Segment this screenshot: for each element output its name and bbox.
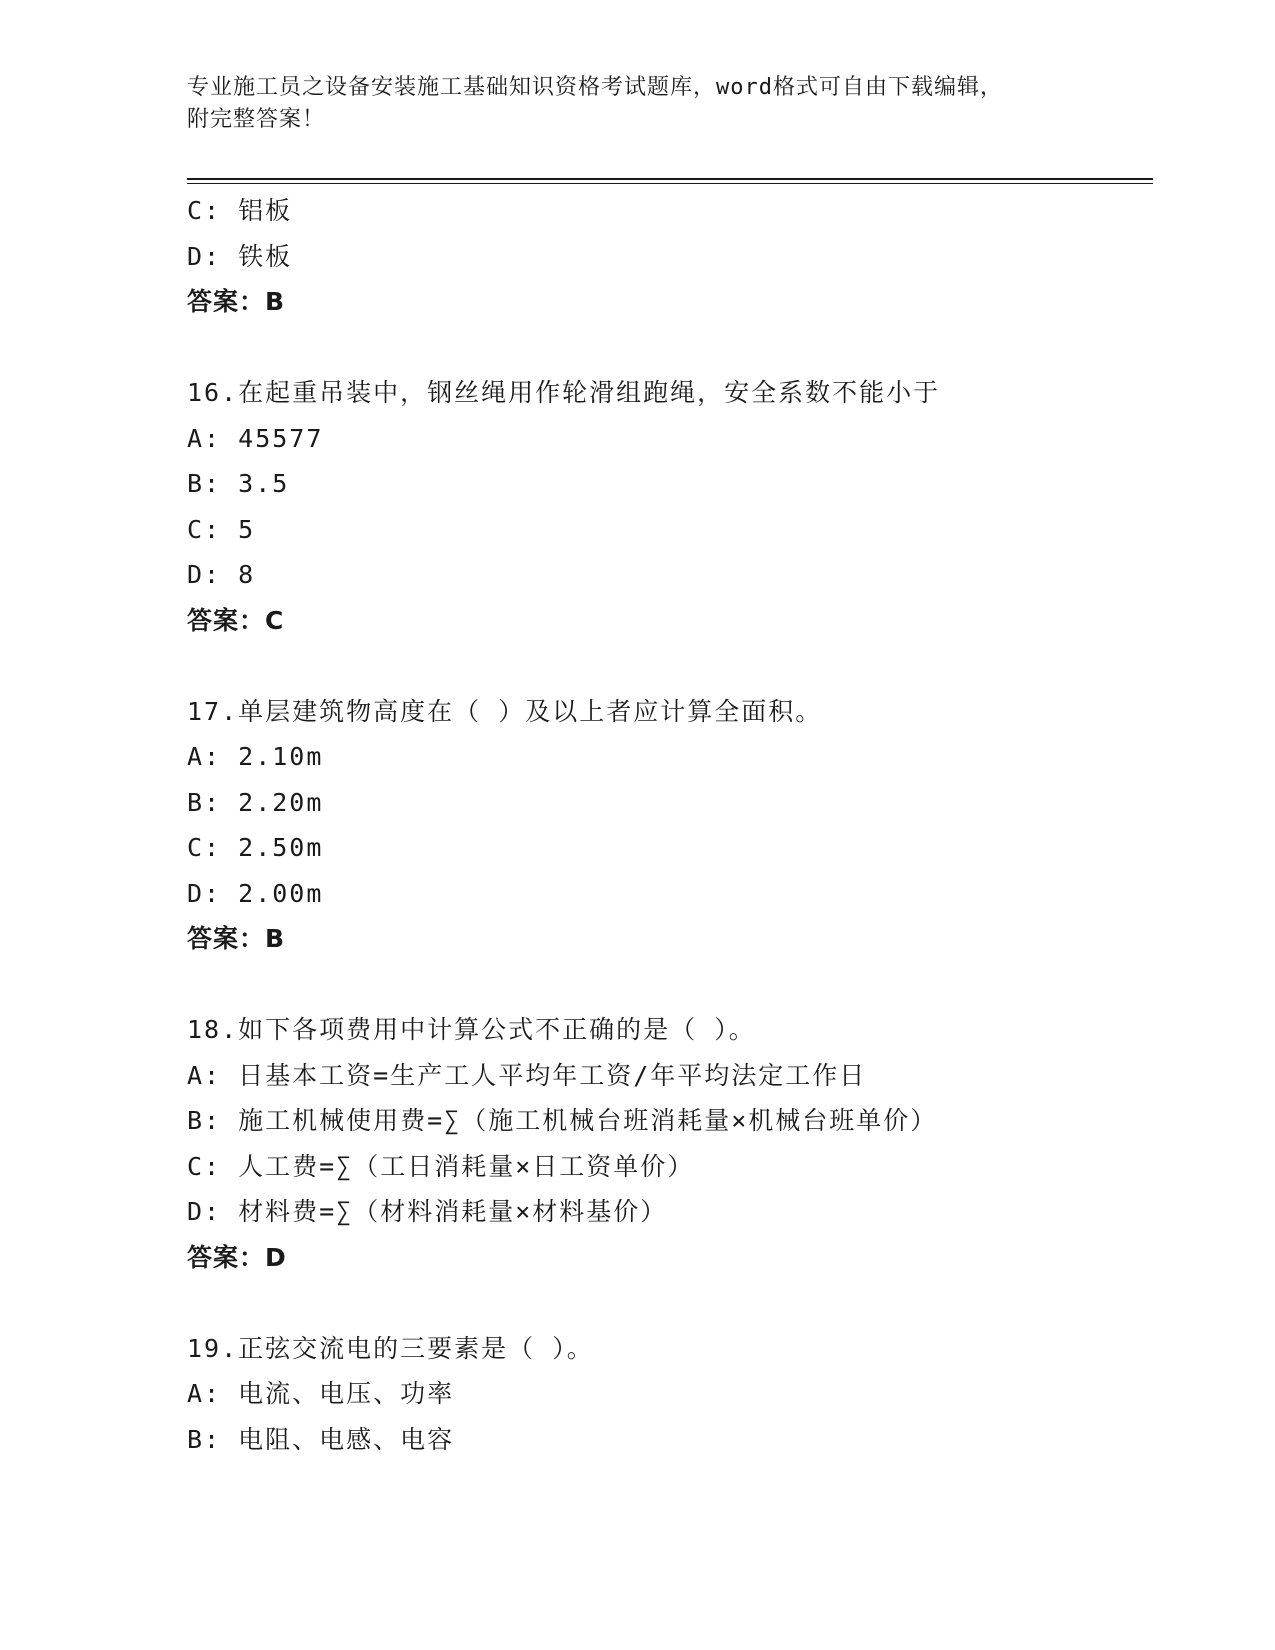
option-b: B: 施工机械使用费=∑（施工机械台班消耗量×机械台班单价） (187, 1106, 938, 1135)
option-a: A: 45577 (187, 423, 324, 453)
option-b: B: 3.5 (187, 469, 290, 498)
option-c: C: 5 (187, 514, 256, 544)
question-text: 18.如下各项费用中计算公式不正确的是（ ）。 (187, 1015, 756, 1044)
header-line-2: 附完整答案！ (187, 107, 326, 132)
option-d: D: 8 (187, 560, 256, 589)
document-header (187, 72, 1087, 136)
header-divider-thin (187, 183, 1153, 184)
option-d: D: 材料费=∑（材料消耗量×材料基价） (187, 1197, 668, 1226)
question-text: 19.正弦交流电的三要素是（ ）。 (187, 1333, 594, 1363)
header-divider-thick (187, 178, 1153, 180)
option-b: B: 电阻、电感、电容 (187, 1424, 455, 1454)
option-b: B: 2.20m (187, 787, 324, 817)
answer: 答案：B (187, 924, 286, 953)
question-block-16 (187, 370, 1153, 643)
option-d: D: 铁板 (187, 241, 293, 271)
option-a: A: 电流、电压、功率 (187, 1379, 455, 1408)
answer: 答案：D (187, 1242, 287, 1272)
answer: 答案：C (187, 605, 285, 635)
spacer (187, 962, 1153, 1008)
spacer (187, 325, 1153, 371)
question-block-18 (187, 1007, 1153, 1280)
question-block-prev (187, 188, 1153, 325)
document-body (187, 188, 1153, 1462)
option-d: D: 2.00m (187, 878, 324, 908)
question-block-17 (187, 689, 1153, 962)
header-line-1: 专业施工员之设备安装施工基础知识资格考试题库，word格式可自由下载编辑， (187, 75, 1003, 100)
option-a: A: 日基本工资=生产工人平均年工资/年平均法定工作日 (187, 1060, 867, 1090)
spacer (187, 1280, 1153, 1326)
question-text: 16.在起重吊装中，钢丝绳用作轮滑组跑绳，安全系数不能小于 (187, 378, 941, 407)
question-block-19 (187, 1326, 1153, 1463)
spacer (187, 643, 1153, 689)
answer: 答案：B (187, 287, 286, 316)
option-c: C: 人工费=∑（工日消耗量×日工资单价） (187, 1151, 695, 1181)
option-c: C: 2.50m (187, 833, 324, 862)
question-text: 17.单层建筑物高度在（ ）及以上者应计算全面积。 (187, 696, 823, 726)
option-a: A: 2.10m (187, 742, 324, 771)
option-c: C: 铝板 (187, 196, 293, 225)
